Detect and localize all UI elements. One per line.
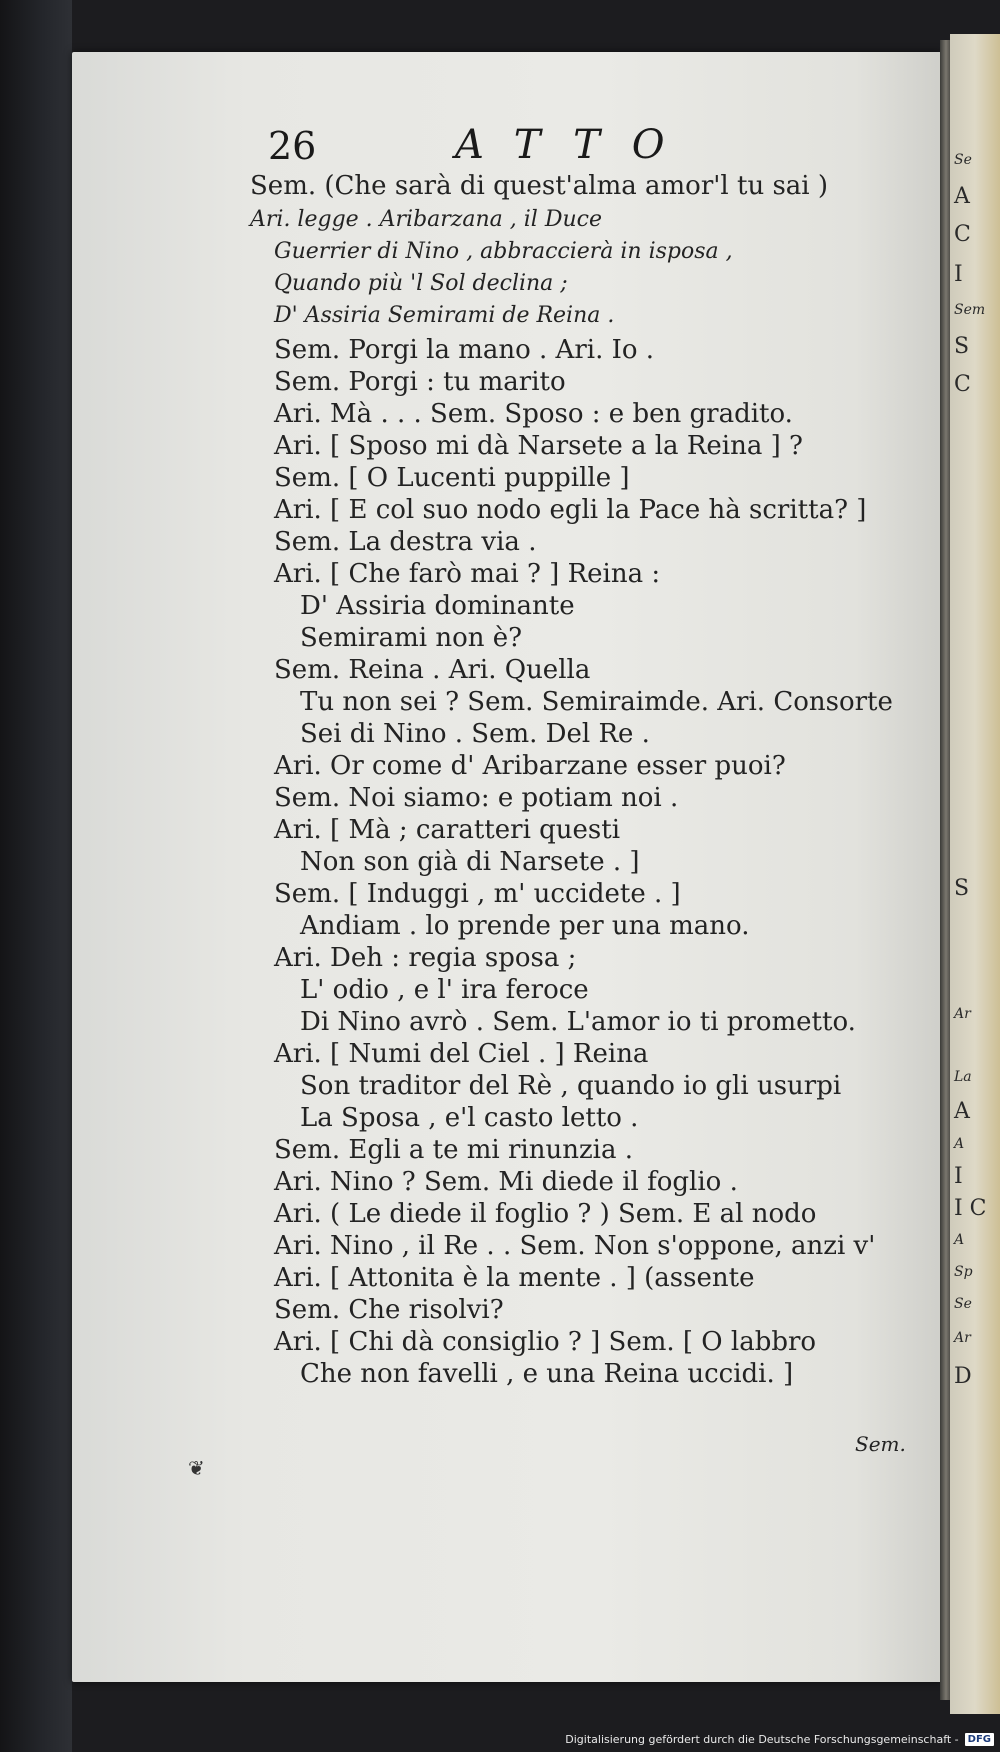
text-line: Sem. (Che sarà di quest'alma amor'l tu sai ) <box>250 171 829 201</box>
text-line: Ari. Nino ? Sem. Mi diede il foglio . <box>274 1167 738 1197</box>
sliver-text: Sem <box>954 302 986 318</box>
text-line: Ari. [ Sposo mi dà Narsete a la Reina ] ? <box>274 431 803 461</box>
text-line: Sem. Reina . Ari. Quella <box>274 655 591 685</box>
dfg-logo: DFG <box>965 1733 994 1746</box>
sliver-text: S <box>954 334 970 359</box>
printer-ornament: ❦ <box>188 1456 205 1480</box>
sliver-text: Se <box>954 152 972 168</box>
text-line: Ari. Mà . . . Sem. Sposo : e ben gradito. <box>274 399 793 429</box>
sliver-text: A <box>954 1232 965 1248</box>
text-line: Andiam . lo prende per una mano. <box>300 911 750 941</box>
text-line: Ari. legge . Aribarzana , il Duce <box>250 207 602 232</box>
sliver-text: Se <box>954 1296 972 1312</box>
text-line: Sei di Nino . Sem. Del Re . <box>300 719 650 749</box>
text-line: Che non favelli , e una Reina uccidi. ] <box>300 1359 794 1389</box>
sliver-text: La <box>954 1069 972 1085</box>
page-number: 26 <box>268 124 317 168</box>
sliver-text: A <box>954 184 970 209</box>
text-line: Di Nino avrò . Sem. L'amor io ti prometto. <box>300 1007 856 1037</box>
text-line: D' Assiria Semirami de Reina . <box>274 303 615 328</box>
text-line: La Sposa , e'l casto letto . <box>300 1103 639 1133</box>
catchword: Sem. <box>855 1432 906 1456</box>
sliver-text: I <box>954 262 963 287</box>
sliver-text: A <box>954 1136 965 1152</box>
text-line: Ari. [ Numi del Ciel . ] Reina <box>274 1039 649 1069</box>
text-line: Ari. [ Attonita è la mente . ] (assente <box>274 1263 755 1293</box>
text-line: Sem. [ O Lucenti puppille ] <box>274 463 630 493</box>
running-head: ATTO <box>455 122 697 168</box>
sliver-text: A <box>954 1099 970 1124</box>
text-line: Non son già di Narsete . ] <box>300 847 640 877</box>
text-line: D' Assiria dominante <box>300 591 575 621</box>
sliver-text: D <box>954 1364 972 1389</box>
sliver-text: I C <box>954 1196 987 1221</box>
text-line: Sem. Che risolvi? <box>274 1295 504 1325</box>
book-binding <box>0 0 72 1752</box>
sliver-text: Sp <box>954 1264 973 1280</box>
text-line: L' odio , e l' ira feroce <box>300 975 589 1005</box>
credit-text: Digitalisierung gefördert durch die Deutsche Forschungsgemeinschaft - <box>565 1733 959 1746</box>
text-line: Ari. [ Chi dà consiglio ? ] Sem. [ O labbro <box>274 1327 817 1357</box>
text-line: Ari. [ E col suo nodo egli la Pace hà scritta? ] <box>274 495 867 525</box>
sliver-text: C <box>954 222 971 247</box>
text-line: Ari. ( Le diede il foglio ? ) Sem. E al nodo <box>274 1199 817 1229</box>
sliver-text: C <box>954 372 971 397</box>
text-line: Sem. La destra via . <box>274 527 537 557</box>
text-line: Son traditor del Rè , quando io gli usurpi <box>300 1071 842 1101</box>
text-line: Quando più 'l Sol declina ; <box>274 271 568 296</box>
text-line: Sem. Noi siamo: e potiam noi . <box>274 783 679 813</box>
text-line: Sem. Egli a te mi rinunzia . <box>274 1135 634 1165</box>
digitization-credit <box>565 1733 994 1746</box>
sliver-text: I <box>954 1164 963 1189</box>
text-line: Sem. [ Induggi , m' uccidete . ] <box>274 879 681 909</box>
next-page-edge <box>950 34 1000 1714</box>
text-line: Sem. Porgi : tu marito <box>274 367 566 397</box>
text-line: Ari. [ Che farò mai ? ] Reina : <box>274 559 661 589</box>
text-line: Ari. Deh : regia sposa ; <box>274 943 577 973</box>
sliver-text: Ar <box>954 1330 971 1346</box>
text-line: Sem. Porgi la mano . Ari. Io . <box>274 335 655 365</box>
text-line: Ari. Nino , il Re . . Sem. Non s'oppone, anzi v' <box>274 1231 876 1261</box>
text-line: Tu non sei ? Sem. Semiraimde. Ari. Consorte <box>300 687 893 717</box>
sliver-text: S <box>954 876 970 901</box>
text-line: Ari. Or come d' Aribarzane esser puoi? <box>274 751 786 781</box>
text-line: Ari. [ Mà ; caratteri questi <box>274 815 621 845</box>
text-line: Guerrier di Nino , abbraccierà in isposa , <box>274 239 733 264</box>
text-line: Semirami non è? <box>300 623 523 653</box>
sliver-text: Ar <box>954 1006 971 1022</box>
